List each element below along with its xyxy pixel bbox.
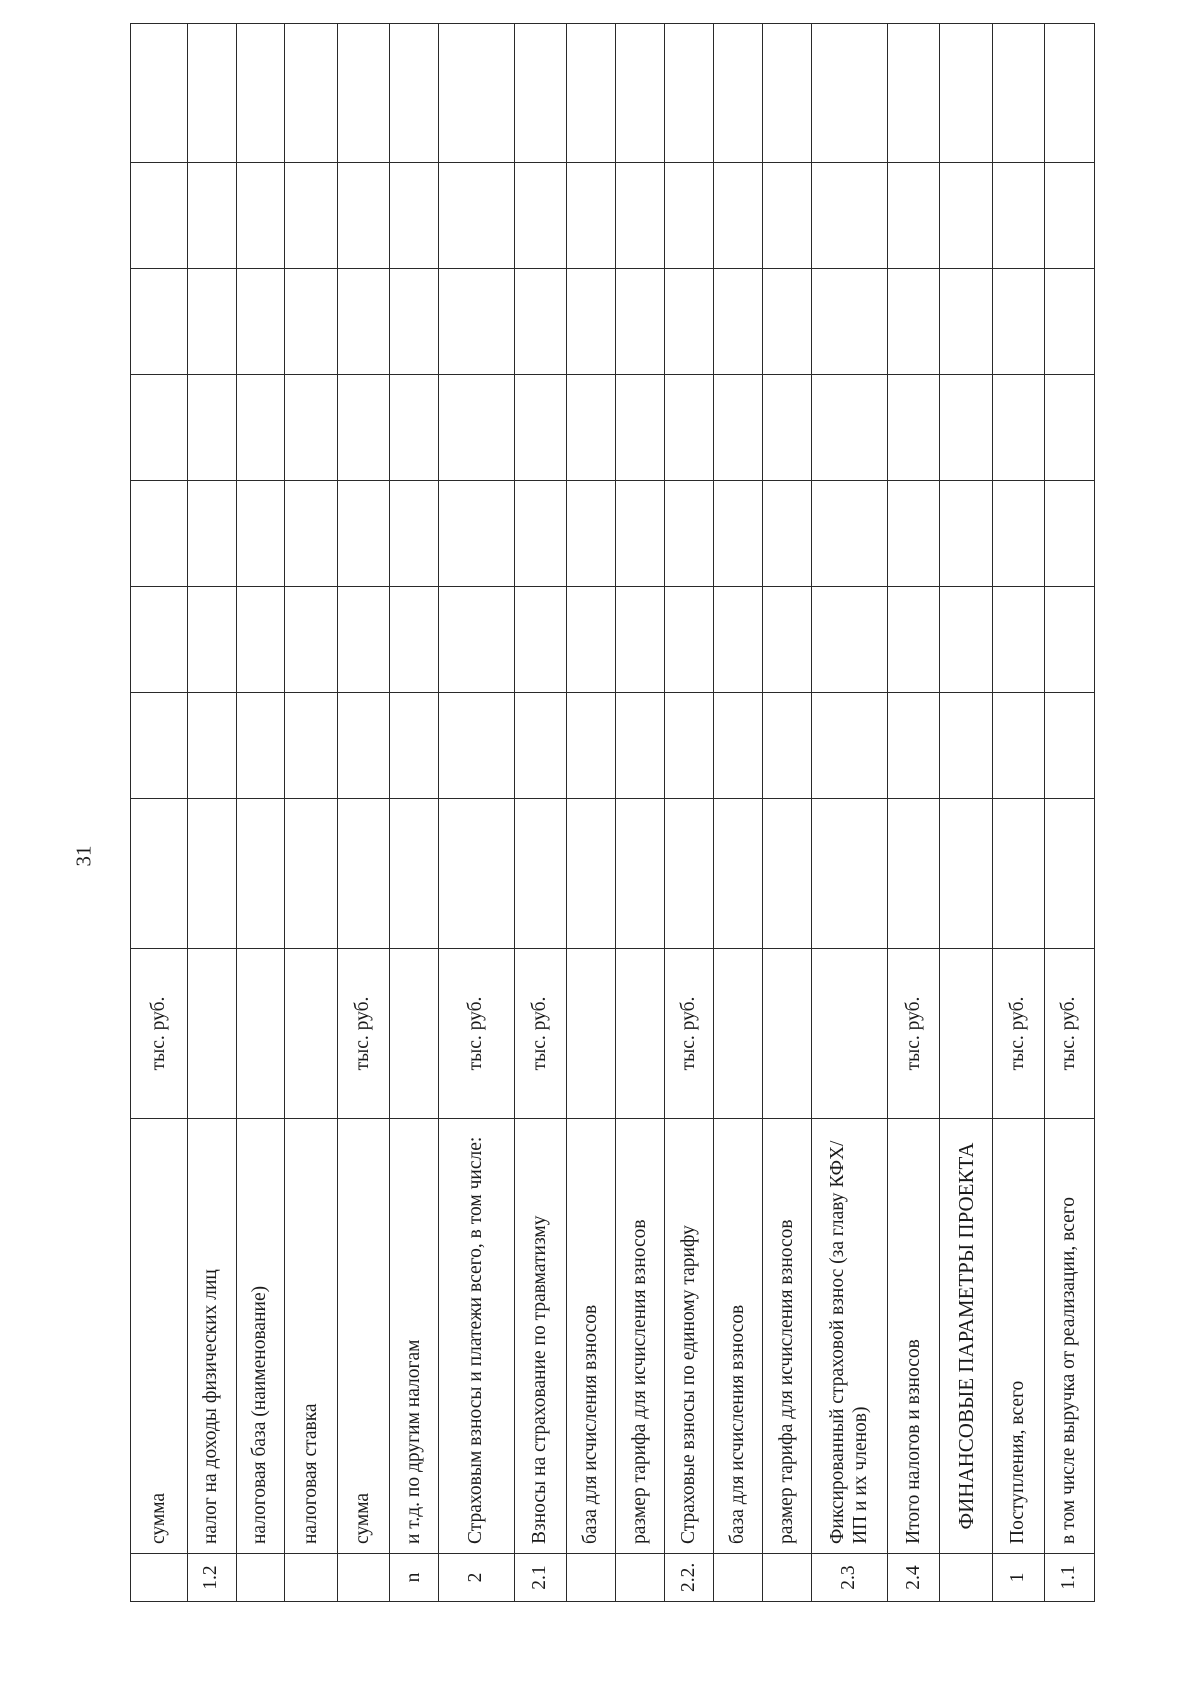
value-cell: [940, 587, 992, 693]
value-cell: [714, 375, 763, 481]
value-cell: [888, 799, 940, 949]
table-row: [389, 24, 438, 1602]
value-cell: [187, 799, 236, 949]
table-row: [236, 24, 285, 1602]
indicator-name-cell: Итого налогов и взносов: [888, 1119, 940, 1554]
indicator-name-cell: Страховые взносы по единому тарифу: [665, 1119, 714, 1554]
value-cell: [236, 693, 285, 799]
table-row: [567, 24, 616, 1602]
indicator-name-cell: сумма: [337, 1119, 389, 1554]
value-cell: [812, 163, 888, 269]
value-cell: [187, 24, 236, 163]
value-cell: [1044, 375, 1094, 481]
value-cell: [515, 163, 567, 269]
value-cell: [812, 799, 888, 949]
value-cell: [438, 24, 514, 163]
value-cell: [131, 375, 188, 481]
value-cell: [763, 269, 812, 375]
value-cell: [763, 693, 812, 799]
unit-cell: [812, 949, 888, 1119]
row-number-cell: [940, 1554, 992, 1602]
table-row: [763, 24, 812, 1602]
value-cell: [1044, 269, 1094, 375]
value-cell: [131, 24, 188, 163]
value-cell: [992, 269, 1044, 375]
value-cell: [515, 693, 567, 799]
indicator-name-cell: и т.д. по другим налогам: [389, 1119, 438, 1554]
value-cell: [567, 24, 616, 163]
value-cell: [438, 693, 514, 799]
indicator-name-cell: база для исчисления взносов: [714, 1119, 763, 1554]
value-cell: [616, 587, 665, 693]
value-cell: [187, 269, 236, 375]
row-number-cell: 1.1: [1044, 1554, 1094, 1602]
unit-cell: [187, 949, 236, 1119]
table-body: [131, 24, 1095, 1602]
row-number-cell: 2.3: [812, 1554, 888, 1602]
value-cell: [187, 693, 236, 799]
value-cell: [665, 587, 714, 693]
value-cell: [888, 693, 940, 799]
value-cell: [236, 24, 285, 163]
value-cell: [992, 587, 1044, 693]
value-cell: [665, 481, 714, 587]
value-cell: [131, 269, 188, 375]
indicator-name-cell: Фиксированный страховой взнос (за главу КФХ/ИП и их членов): [812, 1119, 888, 1554]
table-row: [285, 24, 337, 1602]
value-cell: [187, 163, 236, 269]
value-cell: [714, 481, 763, 587]
unit-cell: тыс. руб.: [1044, 949, 1094, 1119]
value-cell: [285, 587, 337, 693]
value-cell: [616, 799, 665, 949]
table-row: [665, 24, 714, 1602]
unit-cell: [714, 949, 763, 1119]
table-row: [616, 24, 665, 1602]
value-cell: [236, 799, 285, 949]
table-row: [992, 24, 1044, 1602]
value-cell: [515, 587, 567, 693]
value-cell: [665, 269, 714, 375]
table-row: [940, 24, 992, 1602]
value-cell: [812, 587, 888, 693]
table-row: [888, 24, 940, 1602]
value-cell: [236, 163, 285, 269]
value-cell: [515, 269, 567, 375]
table-row: [131, 24, 188, 1602]
value-cell: [567, 375, 616, 481]
value-cell: [992, 163, 1044, 269]
indicator-name-cell: Взносы на страхование по травматизму: [515, 1119, 567, 1554]
value-cell: [665, 375, 714, 481]
value-cell: [940, 693, 992, 799]
value-cell: [389, 799, 438, 949]
unit-cell: тыс. руб.: [992, 949, 1044, 1119]
value-cell: [131, 481, 188, 587]
indicator-name-cell: налоговая ставка: [285, 1119, 337, 1554]
value-cell: [438, 163, 514, 269]
value-cell: [567, 163, 616, 269]
value-cell: [285, 693, 337, 799]
value-cell: [567, 693, 616, 799]
value-cell: [285, 481, 337, 587]
value-cell: [714, 269, 763, 375]
value-cell: [389, 693, 438, 799]
indicator-name-cell: налоговая база (наименование): [236, 1119, 285, 1554]
row-number-cell: [763, 1554, 812, 1602]
row-number-cell: 2.4: [888, 1554, 940, 1602]
value-cell: [515, 375, 567, 481]
value-cell: [285, 24, 337, 163]
value-cell: [940, 24, 992, 163]
value-cell: [665, 693, 714, 799]
value-cell: [337, 375, 389, 481]
value-cell: [812, 693, 888, 799]
value-cell: [285, 375, 337, 481]
value-cell: [187, 587, 236, 693]
indicator-name-cell: налог на доходы физических лиц: [187, 1119, 236, 1554]
value-cell: [567, 269, 616, 375]
financial-table: [130, 23, 1095, 1602]
unit-cell: тыс. руб.: [337, 949, 389, 1119]
value-cell: [389, 481, 438, 587]
value-cell: [515, 24, 567, 163]
value-cell: [1044, 481, 1094, 587]
value-cell: [389, 269, 438, 375]
value-cell: [940, 163, 992, 269]
row-number-cell: 1: [992, 1554, 1044, 1602]
unit-cell: [389, 949, 438, 1119]
value-cell: [763, 799, 812, 949]
row-number-cell: [567, 1554, 616, 1602]
value-cell: [940, 481, 992, 587]
value-cell: [888, 24, 940, 163]
row-number-cell: 1.2: [187, 1554, 236, 1602]
value-cell: [665, 24, 714, 163]
value-cell: [1044, 24, 1094, 163]
row-number-cell: [337, 1554, 389, 1602]
unit-cell: [763, 949, 812, 1119]
value-cell: [992, 693, 1044, 799]
value-cell: [665, 799, 714, 949]
value-cell: [763, 163, 812, 269]
value-cell: [812, 481, 888, 587]
value-cell: [438, 481, 514, 587]
indicator-name-cell: Страховым взносы и платежи всего, в том числе:: [438, 1119, 514, 1554]
row-number-cell: 2.2.: [665, 1554, 714, 1602]
value-cell: [616, 24, 665, 163]
unit-cell: [236, 949, 285, 1119]
indicator-name-cell: сумма: [131, 1119, 188, 1554]
indicator-name-cell: в том числе выручка от реализации, всего: [1044, 1119, 1094, 1554]
row-number-cell: [616, 1554, 665, 1602]
row-number-cell: [714, 1554, 763, 1602]
value-cell: [616, 481, 665, 587]
value-cell: [438, 375, 514, 481]
value-cell: [337, 799, 389, 949]
row-number-cell: 2.1: [515, 1554, 567, 1602]
value-cell: [714, 24, 763, 163]
value-cell: [888, 163, 940, 269]
value-cell: [236, 269, 285, 375]
value-cell: [337, 163, 389, 269]
value-cell: [714, 587, 763, 693]
value-cell: [187, 481, 236, 587]
value-cell: [665, 163, 714, 269]
value-cell: [1044, 693, 1094, 799]
row-number-cell: [131, 1554, 188, 1602]
rotated-table-wrapper: [130, 124, 1095, 1602]
value-cell: [131, 587, 188, 693]
value-cell: [567, 481, 616, 587]
value-cell: [763, 24, 812, 163]
unit-cell: тыс. руб.: [515, 949, 567, 1119]
value-cell: [236, 481, 285, 587]
value-cell: [389, 24, 438, 163]
value-cell: [285, 163, 337, 269]
unit-cell: [616, 949, 665, 1119]
page-number: 31: [71, 845, 96, 867]
value-cell: [812, 269, 888, 375]
value-cell: [131, 693, 188, 799]
value-cell: [992, 799, 1044, 949]
row-number-cell: n: [389, 1554, 438, 1602]
value-cell: [337, 269, 389, 375]
value-cell: [438, 799, 514, 949]
value-cell: [812, 375, 888, 481]
value-cell: [1044, 163, 1094, 269]
row-number-cell: 2: [438, 1554, 514, 1602]
unit-cell: тыс. руб.: [438, 949, 514, 1119]
value-cell: [285, 799, 337, 949]
value-cell: [763, 481, 812, 587]
value-cell: [940, 799, 992, 949]
value-cell: [389, 163, 438, 269]
value-cell: [763, 375, 812, 481]
value-cell: [616, 375, 665, 481]
value-cell: [438, 587, 514, 693]
value-cell: [888, 481, 940, 587]
value-cell: [515, 799, 567, 949]
table-row: [1044, 24, 1094, 1602]
value-cell: [337, 24, 389, 163]
indicator-name-cell: размер тарифа для исчисления взносов: [763, 1119, 812, 1554]
value-cell: [616, 163, 665, 269]
value-cell: [337, 481, 389, 587]
value-cell: [616, 693, 665, 799]
value-cell: [337, 693, 389, 799]
table-row: [714, 24, 763, 1602]
table-row: [515, 24, 567, 1602]
value-cell: [616, 269, 665, 375]
value-cell: [131, 799, 188, 949]
value-cell: [714, 799, 763, 949]
value-cell: [285, 269, 337, 375]
value-cell: [812, 24, 888, 163]
value-cell: [236, 375, 285, 481]
value-cell: [714, 693, 763, 799]
value-cell: [992, 24, 1044, 163]
row-number-cell: [236, 1554, 285, 1602]
value-cell: [888, 375, 940, 481]
unit-cell: [940, 949, 992, 1119]
value-cell: [187, 375, 236, 481]
value-cell: [1044, 587, 1094, 693]
table-row: [337, 24, 389, 1602]
table-row: [187, 24, 236, 1602]
unit-cell: тыс. руб.: [131, 949, 188, 1119]
value-cell: [888, 269, 940, 375]
table-row: [812, 24, 888, 1602]
value-cell: [236, 587, 285, 693]
value-cell: [389, 375, 438, 481]
value-cell: [337, 587, 389, 693]
unit-cell: тыс. руб.: [888, 949, 940, 1119]
value-cell: [714, 163, 763, 269]
indicator-name-cell: размер тарифа для исчисления взносов: [616, 1119, 665, 1554]
value-cell: [940, 375, 992, 481]
indicator-name-cell: Поступления, всего: [992, 1119, 1044, 1554]
value-cell: [515, 481, 567, 587]
value-cell: [992, 481, 1044, 587]
value-cell: [888, 587, 940, 693]
section-heading-cell: ФИНАНСОВЫЕ ПАРАМЕТРЫ ПРОЕКТА: [940, 1119, 992, 1554]
row-number-cell: [285, 1554, 337, 1602]
unit-cell: тыс. руб.: [665, 949, 714, 1119]
value-cell: [992, 375, 1044, 481]
value-cell: [438, 269, 514, 375]
value-cell: [131, 163, 188, 269]
indicator-name-cell: база для исчисления взносов: [567, 1119, 616, 1554]
value-cell: [389, 587, 438, 693]
unit-cell: [567, 949, 616, 1119]
value-cell: [567, 587, 616, 693]
value-cell: [940, 269, 992, 375]
unit-cell: [285, 949, 337, 1119]
table-row: [438, 24, 514, 1602]
value-cell: [1044, 799, 1094, 949]
value-cell: [763, 587, 812, 693]
value-cell: [567, 799, 616, 949]
